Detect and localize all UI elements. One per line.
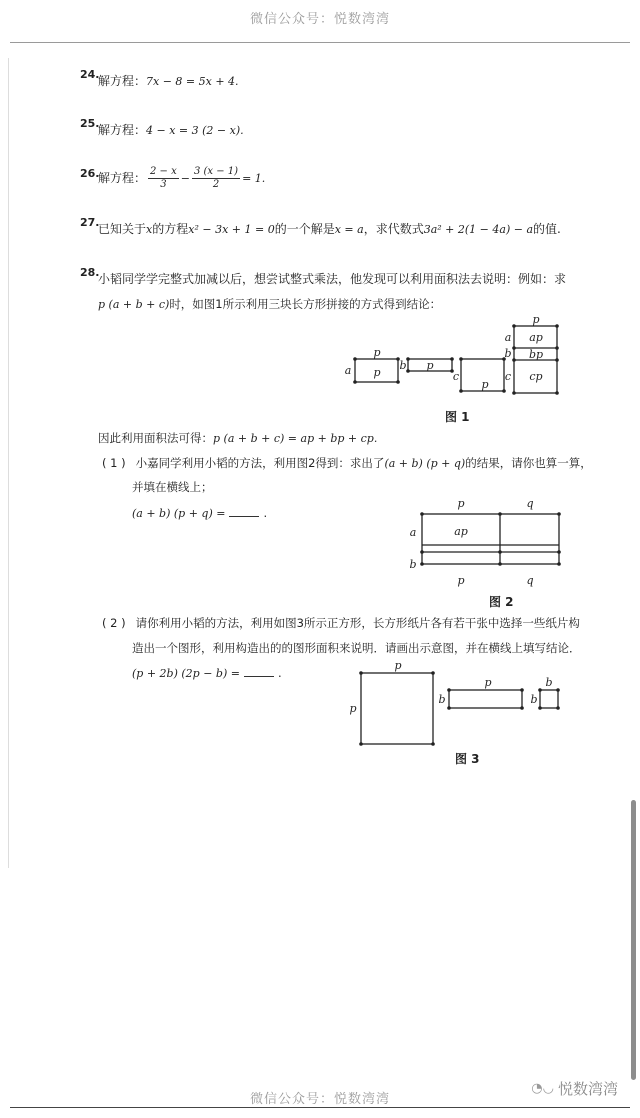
fig2-label-p: p xyxy=(457,574,465,587)
fig3-label-b: b xyxy=(438,693,446,706)
fig3-rectangle xyxy=(449,690,522,708)
header-rule xyxy=(10,42,630,43)
figure-3 xyxy=(340,655,570,755)
fraction-1: $\frac{2 - x}{3}$ xyxy=(150,166,177,190)
fig2-label-q: q xyxy=(526,574,534,587)
part-1-answer: (a + b) (p + q) = . xyxy=(132,506,268,520)
answer-blank-1[interactable] xyxy=(229,516,259,517)
fig3-label-p: p xyxy=(394,659,402,672)
fig3-label-b: b xyxy=(545,676,553,689)
question-number: 27. xyxy=(80,216,100,229)
question-label: 解方程： xyxy=(98,123,147,137)
question-label: 解方程： xyxy=(98,74,147,88)
fig1-label-a: a xyxy=(504,331,512,344)
page-left-edge xyxy=(8,58,9,868)
fig1-label-ap: ap xyxy=(529,331,543,344)
equation: 4 − x = 3 (2 − x). xyxy=(146,124,244,137)
fig2-label-q: q xyxy=(526,497,534,510)
question-number: 24. xyxy=(80,68,100,81)
vertical-scrollbar[interactable] xyxy=(631,800,636,1080)
answer-blank-2[interactable] xyxy=(244,676,274,677)
fig1-label-p: p xyxy=(532,313,540,326)
fig3-small-square xyxy=(540,690,558,708)
brand-mark xyxy=(531,1078,618,1099)
question-number: 26. xyxy=(80,167,100,180)
fraction-2: $\frac{3 (x - 1)}{2}$ xyxy=(193,166,239,190)
fig1-label-p: p xyxy=(426,359,434,372)
fig2-outer-rect xyxy=(422,514,559,564)
fig1-label-c: c xyxy=(504,370,512,383)
therefore-line: 因此利用面积法可得：p (a + b + c) = ap + bp + cp. xyxy=(98,431,378,445)
figure-1-caption: 图 1 xyxy=(445,410,470,424)
fig1-label-bp: bp xyxy=(528,348,544,361)
part-1-line-2: 并填在横线上； xyxy=(132,480,213,494)
fig1-label-cp: cp xyxy=(529,370,543,383)
fig3-label-p: p xyxy=(484,676,492,689)
figure-3-caption: 图 3 xyxy=(455,752,480,766)
footer-rule xyxy=(10,1107,630,1108)
figure-1 xyxy=(340,312,570,402)
question-text-line-2: p (a + b + c)时，如图1所示利用三块长方形拼接的方式得到结论： xyxy=(98,297,442,311)
fig3-label-b: b xyxy=(530,693,538,706)
fig1-label-b: b xyxy=(504,347,512,360)
brand-name: 悦数湾湾 xyxy=(557,1080,618,1098)
fig1-label-a: a xyxy=(344,364,352,377)
figure-2 xyxy=(400,492,575,592)
fig2-label-b: b xyxy=(409,558,417,571)
fig1-label-b: b xyxy=(399,359,407,372)
part-2-line-1: ( 2 ) 请你利用小韬的方法，利用如图3所示正方形，长方形纸片各有若干张中选择一些纸片构 xyxy=(102,616,580,630)
fig1-label-c: c xyxy=(452,370,460,383)
question-number: 28. xyxy=(80,266,100,279)
question-label: 解方程： xyxy=(98,171,147,185)
expression: 3a² + 2(1 − 4a) − a xyxy=(423,223,534,236)
wechat-icon: ◔◡ xyxy=(531,1081,554,1096)
fig1-label-p: p xyxy=(481,378,489,391)
equation: 7x − 8 = 5x + 4. xyxy=(146,75,239,88)
figure-2-caption: 图 2 xyxy=(489,595,514,609)
question-number: 25. xyxy=(80,117,100,130)
fig3-square xyxy=(361,673,433,744)
watermark-bottom: 微信公众号：悦数湾湾 xyxy=(249,1092,390,1107)
fig2-label-p: p xyxy=(457,497,465,510)
fig2-label-a: a xyxy=(409,526,417,539)
part-2-answer: (p + 2b) (2p − b) = . xyxy=(132,666,282,680)
part-1-line-1: ( 1 ) 小嘉同学利用小韬的方法，利用图2得到：求出了(a + b) (p + q)的结果，请你也算一算， xyxy=(102,456,592,470)
part-2-line-2: 造出一个图形，利用构造出的的图形面积来说明．请画出示意图，并在横线上填写结论． xyxy=(132,641,581,655)
fig1-label-p: p xyxy=(373,346,381,359)
equation: x² − 3x + 1 = 0 xyxy=(188,223,275,236)
question-text-line-1: 小韬同学学完整式加减以后，想尝试整式乘法，他发现可以利用面积法去说明：例如：求 xyxy=(98,272,567,286)
fig3-label-p: p xyxy=(349,702,357,715)
fig2-label-ap: ap xyxy=(454,525,468,538)
watermark-top: 微信公众号：悦数湾湾 xyxy=(249,12,390,27)
fig1-label-p: p xyxy=(373,366,381,379)
